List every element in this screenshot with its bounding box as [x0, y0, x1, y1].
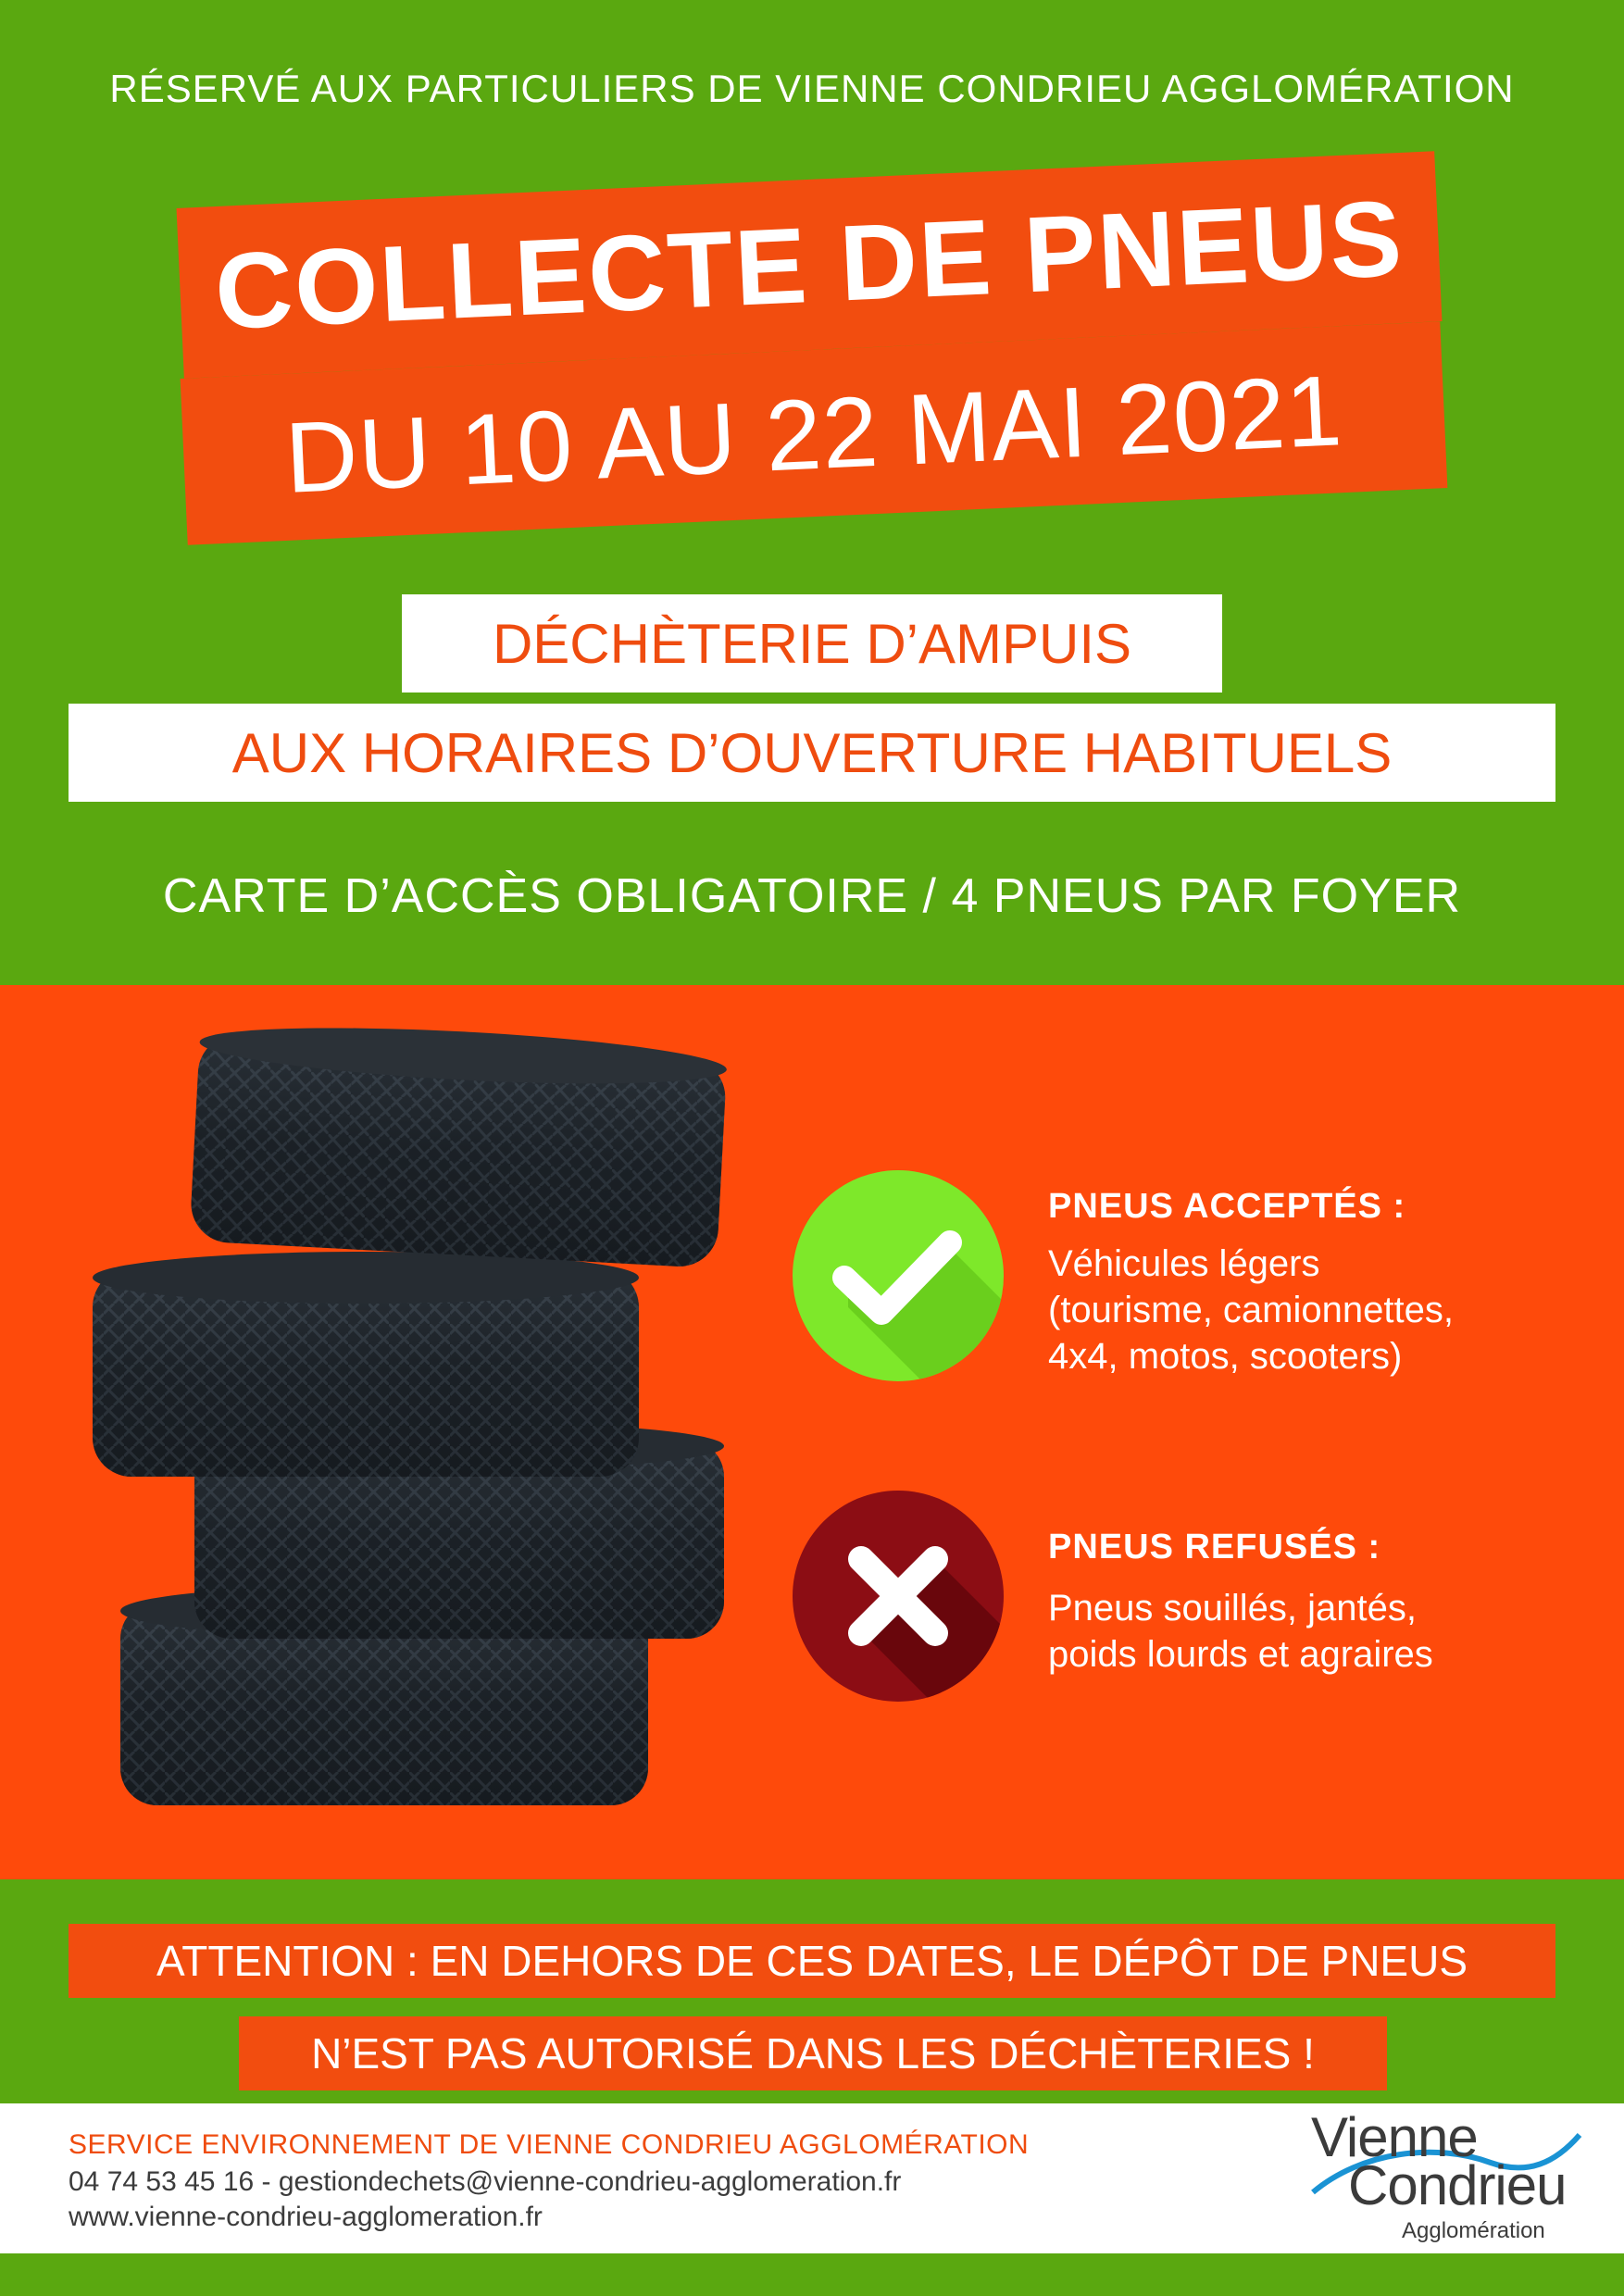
logo-wordmark: Vienne: [1311, 2106, 1478, 2168]
accepted-line: 4x4, motos, scooters): [1048, 1336, 1403, 1377]
tyre-stack-image: [83, 1018, 750, 1852]
warning-line-1: ATTENTION : EN DEHORS DE CES DATES, LE DÉPÔT DE PNEUS: [69, 1924, 1555, 1998]
refused-description: [1048, 1585, 1585, 1678]
accepted-line: (tourisme, camionnettes,: [1048, 1290, 1454, 1330]
refused-line: poids lourds et agraires: [1048, 1634, 1433, 1675]
footer-website-link[interactable]: www.vienne-condrieu-agglomeration.fr: [69, 2202, 543, 2232]
footer-contact[interactable]: 04 74 53 45 16 - gestiondechets@vienne-condrieu-agglomeration.fr: [69, 2166, 902, 2197]
collection-dates: DU 10 AU 22 MAI 2021: [181, 321, 1448, 545]
cross-icon: [793, 1491, 1004, 1702]
accepted-line: Véhicules légers: [1048, 1243, 1320, 1284]
bottom-strip: [0, 2253, 1624, 2296]
poster-title: COLLECTE DE PNEUS: [177, 151, 1443, 379]
accepted-title: PNEUS ACCEPTÉS :: [1048, 1187, 1406, 1226]
hours-label: AUX HORAIRES D’OUVERTURE HABITUELS: [69, 704, 1555, 802]
access-requirements: CARTE D’ACCÈS OBLIGATOIRE / 4 PNEUS PAR FOYER: [162, 869, 1462, 923]
refused-title: PNEUS REFUSÉS :: [1048, 1528, 1381, 1566]
tyre-2: [93, 1252, 639, 1477]
accepted-description: [1048, 1241, 1585, 1379]
reserved-notice: RÉSERVÉ AUX PARTICULIERS DE VIENNE CONDRIEU AGGLOMÉRATION: [109, 67, 1515, 110]
refused-line: Pneus souillés, jantés,: [1048, 1588, 1418, 1628]
location-label: DÉCHÈTERIE D’AMPUIS: [402, 594, 1222, 693]
logo-wordmark: Condrieu: [1348, 2154, 1567, 2216]
tyre-1: [189, 1018, 728, 1268]
logo-subtitle: Agglomération: [1402, 2218, 1545, 2243]
footer-service: SERVICE ENVIRONNEMENT DE VIENNE CONDRIEU AGGLOMÉRATION: [69, 2129, 1030, 2160]
check-icon: [793, 1170, 1004, 1381]
warning-line-2: N’EST PAS AUTORISÉ DANS LES DÉCHÈTERIES !: [239, 2016, 1387, 2090]
